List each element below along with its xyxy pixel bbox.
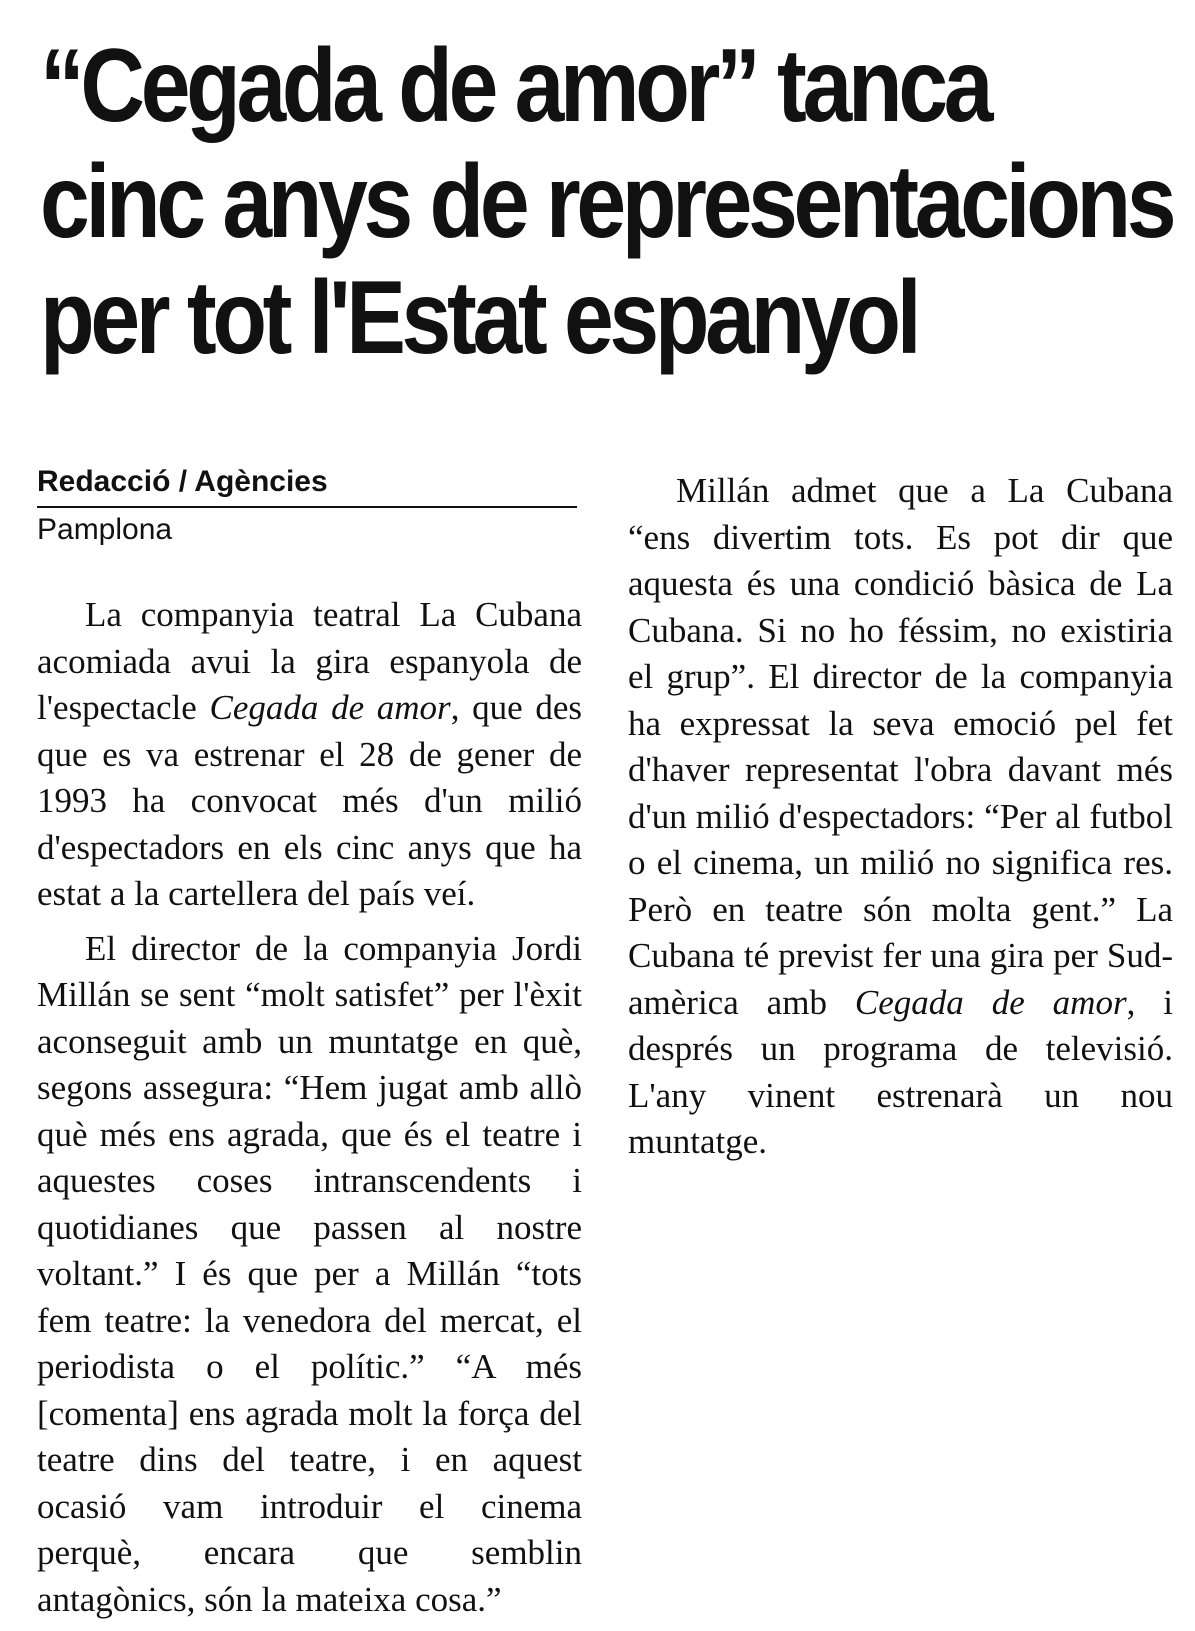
headline-line-2: cinc anys de representacions bbox=[40, 144, 1173, 260]
dateline-place: Pamplona bbox=[37, 513, 173, 546]
headline bbox=[40, 28, 1173, 376]
paragraph-3-text-b: , i després un programa de televisió. L'any vinent estrenarà un nou muntatge. bbox=[628, 982, 1173, 1161]
paragraph-1-text-a: La companyia teatral La Cubana acomiada avui la gira espanyola de l'espectacle bbox=[37, 595, 582, 727]
paragraph-1-title: Cegada de amor bbox=[209, 688, 451, 727]
paragraph-2: El director de la companyia Jordi Millán se sent “molt satisfet” per l'èxit aconseguit amb un muntatge en què, segons assegura: “Hem jugat amb allò què més ens agrada, que és el teatre i aquestes coses intranscendents i quotidianes que passen al nostre voltant.” I és que per a Millán “tots fem teatre: la venedora del mercat, el periodista o el polític.” “A més [comenta] ens agrada molt la força del teatre dins del teatre, i en aquest ocasió vam introduir el cinema perquè, encara que semblin antagònics, són la mateixa cosa.” bbox=[37, 928, 582, 1619]
paragraph-3 bbox=[628, 468, 1173, 1166]
paragraph-3-title: Cegada de amor bbox=[854, 982, 1127, 1022]
article-column-right bbox=[628, 468, 1173, 1174]
headline-line-1: “Cegada de amor” tanca bbox=[40, 28, 990, 144]
article-column-left bbox=[37, 460, 582, 1631]
paragraph-3-text-a: Millán admet que a La Cubana “ens divertim tots. Es pot dir que aquesta és una condició bàsica de La Cubana. Si no ho féssim, no existiria el grup”. El director de la companyia ha expressat la seva emoció pel fet d'haver representat l'obra davant més d'un milió d'espectadors: “Per al futbol o el cinema, un milió no significa res. Però en teatre són molta gent.” La Cubana té previst fer una gira per Sud-amèrica amb bbox=[628, 471, 1173, 1022]
paragraph-1-text-b: , que des que es va estrenar el 28 de gener de 1993 ha convocat més d'un milió d'espectadors en els cinc anys que ha estat a la cartellera del país veí. bbox=[37, 688, 582, 913]
headline-line-3: per tot l'Estat espanyol bbox=[40, 260, 918, 376]
paragraph-1 bbox=[37, 592, 582, 918]
byline-author: Redacció / Agències bbox=[37, 460, 577, 508]
